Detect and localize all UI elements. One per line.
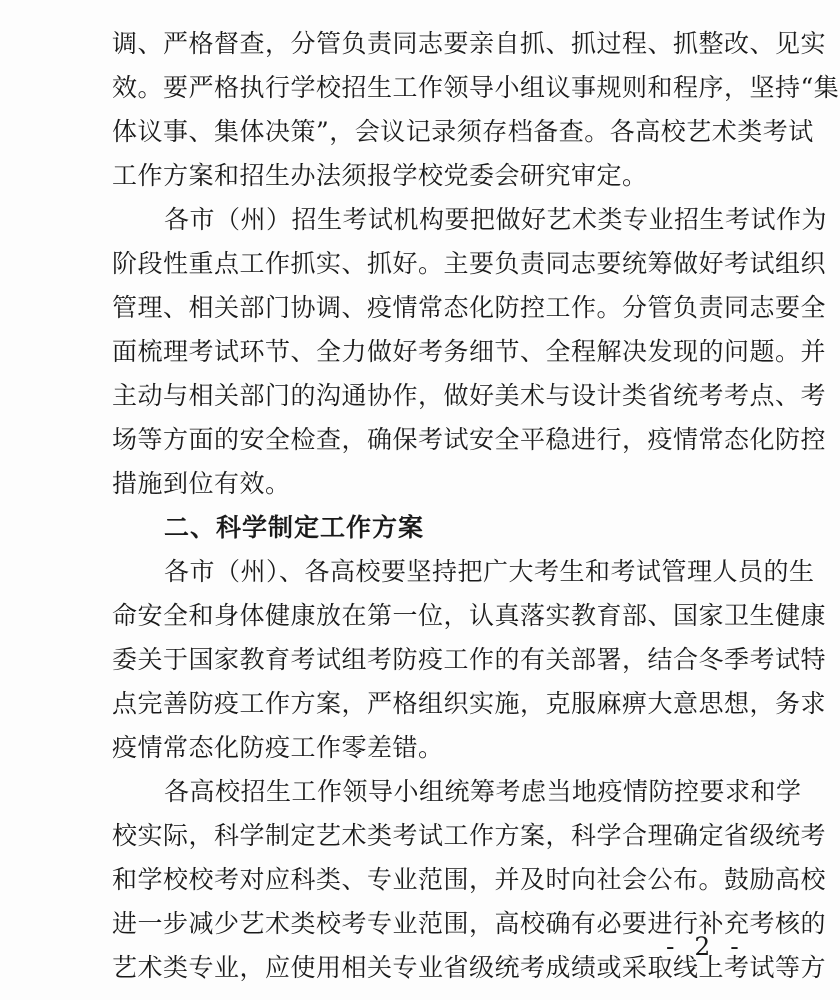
text-line: 阶段性重点工作抓实、抓好。主要负责同志要统筹做好考试组织 <box>112 249 827 278</box>
text-line: 工作方案和招生办法须报学校党委会研究审定。 <box>112 161 648 190</box>
text-line: 管理、相关部门协调、疫情常态化防控工作。分管负责同志要全 <box>112 293 827 322</box>
page-number: - 2 - <box>666 932 745 961</box>
text-line: 各高校招生工作领导小组统筹考虑当地疫情防控要求和学 <box>164 777 802 806</box>
text-line: 各市（州）招生考试机构要把做好艺术类专业招生考试作为 <box>164 205 828 234</box>
text-line: 措施到位有效。 <box>112 469 291 498</box>
text-line: 疫情常态化防疫工作零差错。 <box>112 733 444 762</box>
text-line: 进一步减少艺术类校考专业范围，高校确有必要进行补充考核的 <box>112 909 827 938</box>
text-line: 委关于国家教育考试组考防疫工作的有关部署，结合冬季考试特 <box>112 645 827 674</box>
text-line: 点完善防疫工作方案，严格组织实施，克服麻痹大意思想，务求 <box>112 689 827 718</box>
text-line: 效。要严格执行学校招生工作领导小组议事规则和程序，坚持“集 <box>112 73 840 102</box>
text-line: 和学校校考对应科类、专业范围，并及时向社会公布。鼓励高校 <box>112 865 827 894</box>
text-line: 命安全和身体健康放在第一位，认真落实教育部、国家卫生健康 <box>112 601 827 630</box>
section-heading: 二、科学制定工作方案 <box>164 513 425 542</box>
text-line: 校实际，科学制定艺术类考试工作方案，科学合理确定省级统考 <box>112 821 827 850</box>
text-line: 场等方面的安全检查，确保考试安全平稳进行，疫情常态化防控 <box>112 425 827 454</box>
text-line: 面梳理考试环节、全力做好考务细节、全程解决发现的问题。并 <box>112 337 827 366</box>
text-line: 调、严格督查，分管负责同志要亲自抓、抓过程、抓整改、见实 <box>112 29 827 58</box>
document-body <box>112 22 840 990</box>
text-line: 各市（州）、各高校要坚持把广大考生和考试管理人员的生 <box>164 557 815 586</box>
text-line: 体议事、集体决策”，会议记录须存档备查。各高校艺术类考试 <box>112 117 814 146</box>
text-line: 主动与相关部门的沟通协作，做好美术与设计类省统考考点、考 <box>112 381 827 410</box>
text-line: 艺术类专业，应使用相关专业省级统考成绩或采取线上考试等方 <box>112 953 827 982</box>
